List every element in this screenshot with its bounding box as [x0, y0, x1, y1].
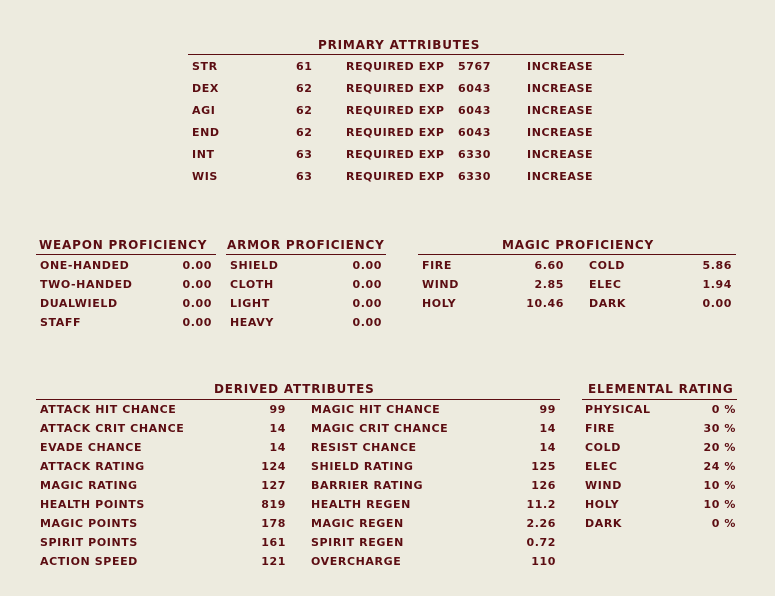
magic-value: 5.86 [702, 259, 732, 272]
magic-name: ELEC [589, 278, 622, 291]
elemental-name: DARK [585, 517, 623, 530]
required-exp-label: REQUIRED EXP [346, 60, 445, 73]
derived-value: 110 [531, 555, 556, 568]
elemental-value: 10 % [703, 498, 736, 511]
attr-name: AGI [192, 104, 216, 117]
derived-value: 14 [269, 422, 286, 435]
armor-value: 0.00 [352, 316, 382, 329]
magic-value: 0.00 [702, 297, 732, 310]
weapon-name: ONE-HANDED [40, 259, 130, 272]
increase-agi-button[interactable]: INCREASE [527, 104, 594, 117]
derived-name: MAGIC RATING [40, 479, 138, 492]
armor-value: 0.00 [352, 278, 382, 291]
weapon-value: 0.00 [182, 259, 212, 272]
required-exp-value: 6330 [458, 170, 492, 183]
elemental-name: FIRE [585, 422, 615, 435]
required-exp-label: REQUIRED EXP [346, 148, 445, 161]
derived-value: 11.2 [526, 498, 556, 511]
elemental-name: COLD [585, 441, 621, 454]
magic-name: HOLY [422, 297, 457, 310]
derived-name: ACTION SPEED [40, 555, 138, 568]
armor-value: 0.00 [352, 297, 382, 310]
required-exp-value: 6043 [458, 126, 492, 139]
derived-name: HEALTH REGEN [311, 498, 411, 511]
attr-name: DEX [192, 82, 219, 95]
magic-name: FIRE [422, 259, 452, 272]
elemental-value: 24 % [703, 460, 736, 473]
elemental-name: WIND [585, 479, 622, 492]
magic-value: 6.60 [534, 259, 564, 272]
armor-name: LIGHT [230, 297, 270, 310]
derived-name: HEALTH POINTS [40, 498, 145, 511]
weapon-name: STAFF [40, 316, 82, 329]
elemental-value: 10 % [703, 479, 736, 492]
increase-wis-button[interactable]: INCREASE [527, 170, 594, 183]
magic-divider [418, 254, 736, 255]
weapon-value: 0.00 [182, 278, 212, 291]
derived-value: 125 [531, 460, 556, 473]
derived-name: RESIST CHANCE [311, 441, 417, 454]
armor-proficiency-title: ARMOR PROFICIENCY [227, 238, 385, 252]
elemental-value: 0 % [711, 517, 736, 530]
derived-value: 127 [261, 479, 286, 492]
derived-value: 161 [261, 536, 286, 549]
attr-value: 61 [296, 60, 313, 73]
derived-value: 14 [539, 422, 556, 435]
attr-value: 63 [296, 148, 313, 161]
derived-value: 121 [261, 555, 286, 568]
derived-name: MAGIC POINTS [40, 517, 138, 530]
weapon-value: 0.00 [182, 297, 212, 310]
armor-value: 0.00 [352, 259, 382, 272]
derived-value: 99 [269, 403, 286, 416]
derived-name: ATTACK RATING [40, 460, 145, 473]
derived-name: EVADE CHANCE [40, 441, 143, 454]
increase-int-button[interactable]: INCREASE [527, 148, 594, 161]
derived-value: 126 [531, 479, 556, 492]
derived-name: SPIRIT POINTS [40, 536, 138, 549]
required-exp-value: 6043 [458, 104, 492, 117]
required-exp-label: REQUIRED EXP [346, 104, 445, 117]
magic-name: COLD [589, 259, 625, 272]
attr-name: WIS [192, 170, 218, 183]
derived-name: MAGIC CRIT CHANCE [311, 422, 449, 435]
elemental-name: HOLY [585, 498, 620, 511]
attr-name: STR [192, 60, 218, 73]
armor-name: CLOTH [230, 278, 274, 291]
elemental-divider [582, 399, 737, 400]
magic-value: 10.46 [526, 297, 564, 310]
derived-name: ATTACK CRIT CHANCE [40, 422, 185, 435]
derived-value: 178 [261, 517, 286, 530]
attr-value: 62 [296, 104, 313, 117]
armor-name: SHIELD [230, 259, 279, 272]
magic-name: WIND [422, 278, 459, 291]
attr-value: 62 [296, 126, 313, 139]
derived-name: SPIRIT REGEN [311, 536, 404, 549]
increase-end-button[interactable]: INCREASE [527, 126, 594, 139]
elemental-name: ELEC [585, 460, 618, 473]
attr-name: INT [192, 148, 215, 161]
derived-name: ATTACK HIT CHANCE [40, 403, 177, 416]
magic-value: 1.94 [702, 278, 732, 291]
derived-name: BARRIER RATING [311, 479, 424, 492]
derived-name: MAGIC REGEN [311, 517, 404, 530]
elemental-value: 30 % [703, 422, 736, 435]
magic-proficiency-title: MAGIC PROFICIENCY [502, 238, 655, 252]
derived-name: OVERCHARGE [311, 555, 402, 568]
increase-dex-button[interactable]: INCREASE [527, 82, 594, 95]
elemental-name: PHYSICAL [585, 403, 651, 416]
increase-str-button[interactable]: INCREASE [527, 60, 594, 73]
armor-name: HEAVY [230, 316, 274, 329]
derived-value: 124 [261, 460, 286, 473]
armor-divider [226, 254, 386, 255]
derived-name: SHIELD RATING [311, 460, 414, 473]
elemental-rating-title: ELEMENTAL RATING [588, 382, 734, 396]
derived-value: 819 [261, 498, 286, 511]
elemental-value: 20 % [703, 441, 736, 454]
derived-value: 2.26 [526, 517, 556, 530]
derived-value: 14 [539, 441, 556, 454]
magic-name: DARK [589, 297, 627, 310]
required-exp-value: 6330 [458, 148, 492, 161]
attr-name: END [192, 126, 220, 139]
primary-attributes-title: PRIMARY ATTRIBUTES [318, 38, 481, 52]
derived-name: MAGIC HIT CHANCE [311, 403, 441, 416]
required-exp-label: REQUIRED EXP [346, 82, 445, 95]
weapon-divider [36, 254, 216, 255]
weapon-proficiency-title: WEAPON PROFICIENCY [39, 238, 208, 252]
attr-value: 62 [296, 82, 313, 95]
derived-attributes-title: DERIVED ATTRIBUTES [214, 382, 375, 396]
derived-value: 0.72 [526, 536, 556, 549]
attr-value: 63 [296, 170, 313, 183]
weapon-name: DUALWIELD [40, 297, 118, 310]
required-exp-value: 5767 [458, 60, 492, 73]
magic-value: 2.85 [534, 278, 564, 291]
weapon-value: 0.00 [182, 316, 212, 329]
elemental-value: 0 % [711, 403, 736, 416]
derived-value: 14 [269, 441, 286, 454]
derived-divider [36, 399, 560, 400]
derived-value: 99 [539, 403, 556, 416]
primary-divider [188, 54, 624, 55]
required-exp-label: REQUIRED EXP [346, 170, 445, 183]
weapon-name: TWO-HANDED [40, 278, 133, 291]
required-exp-value: 6043 [458, 82, 492, 95]
required-exp-label: REQUIRED EXP [346, 126, 445, 139]
